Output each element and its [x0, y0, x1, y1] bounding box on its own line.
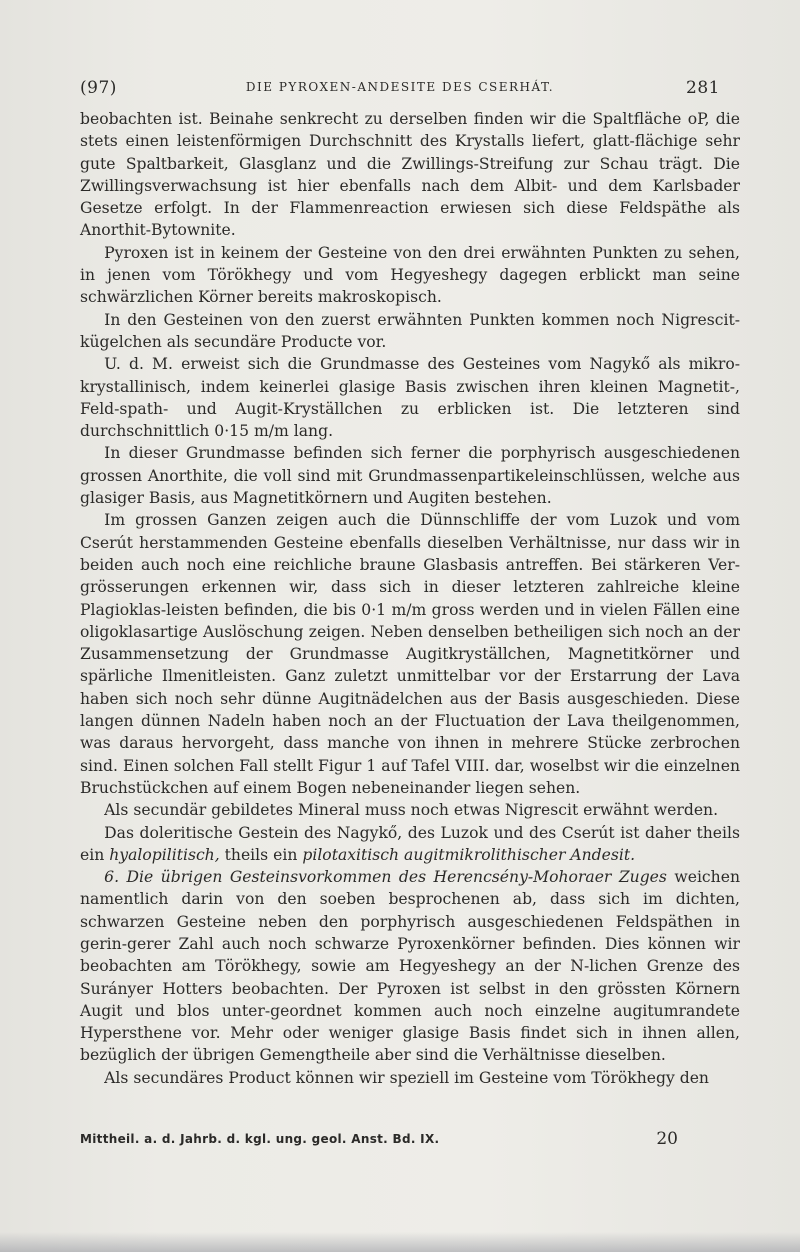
paragraph: Als secundär gebildetes Mineral muss noch etwas Nigrescit erwähnt werden. — [104, 801, 719, 820]
section-number: 6. — [104, 868, 120, 887]
paragraph-conclusion — [80, 822, 740, 867]
conclusion-text: Das doleritische Gestein des Nagykő, des Luzok und des Cserút ist daher theils ein — [80, 823, 740, 864]
page-footer — [80, 1129, 720, 1154]
section-6 — [80, 866, 740, 1067]
paragraph: beobachten ist. Beinahe senkrecht zu derselben finden wir die Spaltfläche oP, die stets einen leistenförmigen Durchschnitt des Krystalls liefert, glatt-flächige sehr gute Spaltbarkeit, Glasglanz und die Zwillings-Streifung zur Schau trägt. Die Zwillingsverwachsung ist hier ebenfalls nach dem Albit- und dem Karlsbader Gesetze erfolgt. In der Flammenreaction erwiesen sich diese Feldspäthe als Anorthit-Bytownite. — [80, 110, 740, 240]
paragraph: Pyroxen ist in keinem der Gesteine von den drei erwähnten Punkten zu sehen, in jenen vom Törökhegy und vom Hegyeshegy dagegen erblickt man seine schwärzlichen Körner bereits makroskopisch. — [80, 243, 740, 307]
paragraph: In dieser Grundmasse befinden sich ferner die porphyrisch ausgeschiedenen grossen Anorthite, die voll sind mit Grundmassenpartikeleinschlüssen, welche aus glasiger Basis, aus Magnetitkörnern und Augiten bestehen. — [80, 444, 740, 508]
running-title: DIE PYROXEN-ANDESITE DES CSERHÁT. — [245, 80, 555, 94]
section-heading: Die übrigen Gesteinsvorkommen des Herencsény-Mohoraer Zuges — [126, 868, 667, 887]
running-header — [80, 78, 720, 104]
scan-edge-shadow — [0, 1232, 800, 1252]
body-text — [80, 108, 740, 1089]
paragraph: In den Gesteinen von den zuerst erwähnten Punkten kommen noch Nigrescit-kügelchen als secundäre Producte vor. — [80, 310, 740, 351]
conclusion-text: theils ein — [219, 845, 303, 864]
paragraph: Im grossen Ganzen zeigen auch die Dünnschliffe der vom Luzok und vom Cserút herstammenden Gesteine ebenfalls dieselben Verhältnisse, nur dass wir in beiden auch noch eine reichliche braune Glasbasis antreffen. Bei stärkeren Ver-grösserungen erkennen wir, dass sich in dieser letzteren zahlreiche kleine Plagioklas-leisten befinden, die bis 0·1 m/m gross werden und in vielen Fällen eine oligoklasartige Auslöschung zeigen. Neben denselben betheiligen sich noch an der Zusammensetzung der Grundmasse Augitkryställchen, Magnetitkörner und spärliche Ilmenitleisten. Ganz zuletzt unmittelbar vor der Erstarrung der Lava haben sich noch sehr dünne Augitnädelchen aus der Basis ausgeschieden. Diese langen dünnen Nadeln haben noch an der Fluctuation der Lava theilgenommen, was daraus hervorgeht, dass manche von ihnen in mehrere Stücke zerbrochen sind. Einen solchen Fall stellt Figur 1 auf Tafel VIII. dar, woselbst wir die einzelnen Bruchstückchen auf einem Bogen nebeneinander liegen sehen. — [80, 511, 740, 797]
section-text: weichen namentlich darin von den soeben besprochenen ab, dass sich im dichten, schwarzen Gesteine neben den porphyrisch ausgeschiedenen Feldspäthen in gerin-gerer Zahl auch noch schwarze Pyroxenkörner befinden. Dies können wir beobachten am Törökhegy, sowie am Hegyeshegy an der N-lichen Grenze des Surányer Hotters beobachten. Der Pyroxen ist selbst in den grössten Körnern Augit und blos unter-geordnet kommen auch noch einzelne augitumrandete Hypersthene vor. Mehr oder weniger glasige Basis findet sich in ihnen allen, bezüglich der übrigen Gemengtheile aber sind die Verhältnisse dieselben. — [80, 868, 740, 1065]
rock-term-pilotaxitic: pilotaxitisch augitmikrolithischer Andesit. — [302, 845, 636, 864]
paragraph-last: Als secundäres Product können wir speziell im Gesteine vom Törökhegy den — [104, 1068, 709, 1087]
page-number-bracketed: (97) — [80, 78, 117, 98]
rock-term-hyalopilitic: hyalopilitisch, — [109, 845, 220, 864]
page-number: 281 — [686, 78, 720, 98]
signature-mark: 20 — [656, 1129, 678, 1149]
paragraph: U. d. M. erweist sich die Grundmasse des Gesteines vom Nagykő als mikro-krystallinisch, indem keinerlei glasige Basis zwischen ihren kleinen Magnetit-, Feld-spath- und Augit-Kryställchen zu erblicken ist. Die letzteren sind durchschnittlich 0·15 m/m lang. — [80, 355, 740, 441]
journal-citation: Mittheil. a. d. Jahrb. d. kgl. ung. geol. Anst. Bd. IX. — [80, 1132, 440, 1146]
